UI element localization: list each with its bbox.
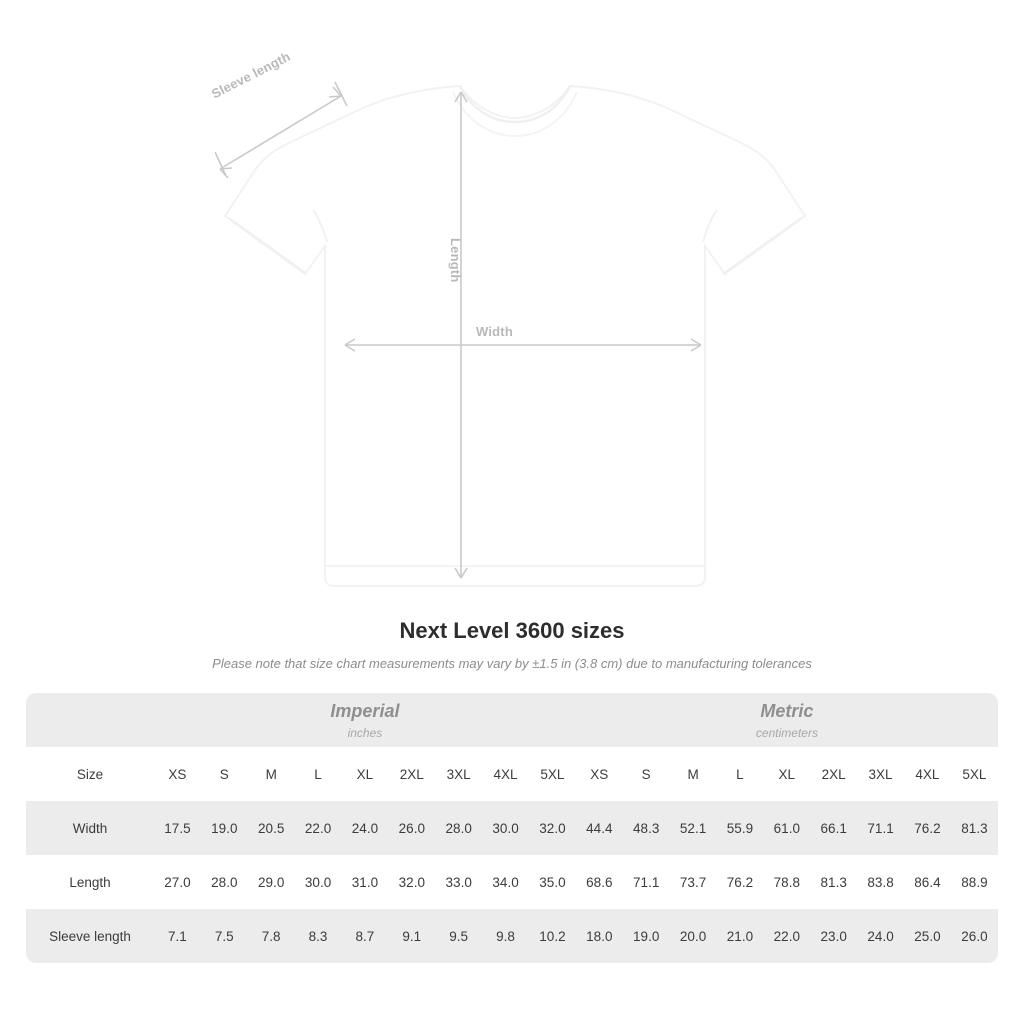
- tolerance-note: Please note that size chart measurements may vary by ±1.5 in (3.8 cm) due to manufacturing tolerances: [212, 656, 812, 671]
- cell-length-metric-3xl: 83.8: [857, 855, 904, 909]
- group-empty-cell: [26, 693, 154, 747]
- cell-width-imperial-l: 22.0: [295, 801, 342, 855]
- header-metric-m: M: [670, 747, 717, 801]
- cell-sleeve-metric-xl: 22.0: [763, 909, 810, 963]
- cell-sleeve-metric-5xl: 26.0: [951, 909, 998, 963]
- cell-sleeve-imperial-4xl: 9.8: [482, 909, 529, 963]
- group-imperial-name: Imperial: [330, 701, 400, 722]
- cell-width-imperial-m: 20.5: [248, 801, 295, 855]
- cell-width-metric-xs: 44.4: [576, 801, 623, 855]
- cell-sleeve-metric-4xl: 25.0: [904, 909, 951, 963]
- tshirt-icon: [215, 78, 815, 593]
- group-imperial-unit: inches: [347, 725, 383, 740]
- cell-length-metric-4xl: 86.4: [904, 855, 951, 909]
- cell-width-imperial-4xl: 30.0: [482, 801, 529, 855]
- page-title: Next Level 3600 sizes: [399, 618, 625, 643]
- cell-width-metric-5xl: 81.3: [951, 801, 998, 855]
- cell-width-imperial-xl: 24.0: [342, 801, 389, 855]
- cell-sleeve-imperial-m: 7.8: [248, 909, 295, 963]
- cell-length-imperial-xl: 31.0: [342, 855, 389, 909]
- header-metric-5xl: 5XL: [951, 747, 998, 801]
- cell-sleeve-imperial-xl: 8.7: [342, 909, 389, 963]
- cell-length-metric-l: 76.2: [717, 855, 764, 909]
- header-imperial-xs: XS: [154, 747, 201, 801]
- cell-length-metric-2xl: 81.3: [810, 855, 857, 909]
- cell-width-imperial-5xl: 32.0: [529, 801, 576, 855]
- header-metric-xs: XS: [576, 747, 623, 801]
- header-metric-2xl: 2XL: [810, 747, 857, 801]
- cell-width-imperial-3xl: 28.0: [435, 801, 482, 855]
- row-label-width: Width: [26, 801, 154, 855]
- size-chart-body: [26, 693, 998, 963]
- cell-sleeve-imperial-3xl: 9.5: [435, 909, 482, 963]
- header-imperial-5xl: 5XL: [529, 747, 576, 801]
- cell-sleeve-imperial-s: 7.5: [201, 909, 248, 963]
- cell-length-imperial-l: 30.0: [295, 855, 342, 909]
- table-row: [26, 855, 998, 909]
- cell-sleeve-metric-m: 20.0: [670, 909, 717, 963]
- cell-length-imperial-3xl: 33.0: [435, 855, 482, 909]
- table-row: [26, 801, 998, 855]
- cell-sleeve-metric-xs: 18.0: [576, 909, 623, 963]
- cell-width-metric-2xl: 66.1: [810, 801, 857, 855]
- unit-group-row: [26, 693, 998, 747]
- header-metric-3xl: 3XL: [857, 747, 904, 801]
- header-imperial-4xl: 4XL: [482, 747, 529, 801]
- cell-length-imperial-4xl: 34.0: [482, 855, 529, 909]
- cell-length-imperial-2xl: 32.0: [388, 855, 435, 909]
- size-chart-table-wrap: [0, 693, 1024, 963]
- size-chart-table: [26, 693, 998, 963]
- header-imperial-xl: XL: [342, 747, 389, 801]
- header-metric-4xl: 4XL: [904, 747, 951, 801]
- shirt-graphic: [215, 78, 815, 593]
- cell-width-metric-m: 52.1: [670, 801, 717, 855]
- header-imperial-l: L: [295, 747, 342, 801]
- cell-length-metric-xl: 78.8: [763, 855, 810, 909]
- cell-sleeve-metric-3xl: 24.0: [857, 909, 904, 963]
- cell-length-imperial-5xl: 35.0: [529, 855, 576, 909]
- cell-width-imperial-2xl: 26.0: [388, 801, 435, 855]
- header-size: Size: [26, 747, 154, 801]
- cell-width-metric-s: 48.3: [623, 801, 670, 855]
- cell-length-metric-xs: 68.6: [576, 855, 623, 909]
- cell-sleeve-imperial-l: 8.3: [295, 909, 342, 963]
- cell-length-metric-5xl: 88.9: [951, 855, 998, 909]
- cell-length-metric-m: 73.7: [670, 855, 717, 909]
- size-header-row: [26, 747, 998, 801]
- cell-length-imperial-m: 29.0: [248, 855, 295, 909]
- row-label-sleeve-length: Sleeve length: [26, 909, 154, 963]
- cell-length-metric-s: 71.1: [623, 855, 670, 909]
- cell-sleeve-metric-s: 19.0: [623, 909, 670, 963]
- header-metric-xl: XL: [763, 747, 810, 801]
- sleeve-length-label: Sleeve length: [209, 48, 293, 102]
- header-imperial-2xl: 2XL: [388, 747, 435, 801]
- cell-sleeve-imperial-5xl: 10.2: [529, 909, 576, 963]
- cell-width-imperial-s: 19.0: [201, 801, 248, 855]
- length-label: Length: [448, 238, 463, 283]
- cell-sleeve-imperial-xs: 7.1: [154, 909, 201, 963]
- header-metric-s: S: [623, 747, 670, 801]
- row-label-length: Length: [26, 855, 154, 909]
- cell-width-metric-3xl: 71.1: [857, 801, 904, 855]
- cell-width-metric-4xl: 76.2: [904, 801, 951, 855]
- table-row: [26, 909, 998, 963]
- group-imperial: [154, 693, 576, 747]
- header-imperial-3xl: 3XL: [435, 747, 482, 801]
- group-metric-unit: centimeters: [755, 725, 818, 740]
- cell-width-imperial-xs: 17.5: [154, 801, 201, 855]
- cell-sleeve-metric-l: 21.0: [717, 909, 764, 963]
- width-label: Width: [476, 324, 513, 339]
- cell-width-metric-xl: 61.0: [763, 801, 810, 855]
- cell-length-imperial-xs: 27.0: [154, 855, 201, 909]
- group-metric: [576, 693, 998, 747]
- header-imperial-m: M: [248, 747, 295, 801]
- cell-width-metric-l: 55.9: [717, 801, 764, 855]
- header-metric-l: L: [717, 747, 764, 801]
- cell-sleeve-imperial-2xl: 9.1: [388, 909, 435, 963]
- group-metric-name: Metric: [760, 701, 814, 722]
- cell-sleeve-metric-2xl: 23.0: [810, 909, 857, 963]
- cell-length-imperial-s: 28.0: [201, 855, 248, 909]
- title-block: [0, 618, 1024, 671]
- header-imperial-s: S: [201, 747, 248, 801]
